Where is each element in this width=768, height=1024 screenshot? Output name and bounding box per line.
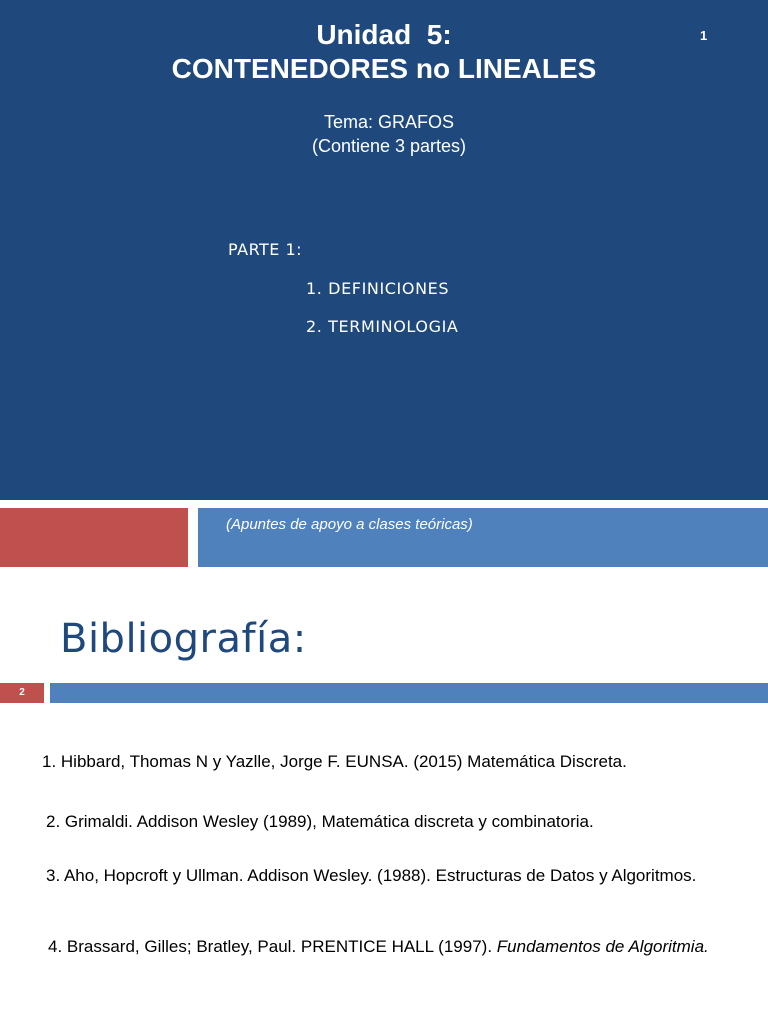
topic-block [0, 110, 768, 158]
title-line-2: CONTENEDORES no LINEALES [171, 53, 597, 84]
topic-line-1: Tema: GRAFOS [323, 112, 455, 132]
part-item-definiciones: 1. DEFINICIONES [306, 279, 450, 298]
slide-page-number: 1 [700, 28, 708, 43]
bibliography-heading: Bibliografía: [60, 616, 307, 662]
title-line-1: Unidad 5: [316, 19, 452, 50]
slide-page-number-badge: 2 [0, 683, 44, 703]
slide-2 [0, 576, 768, 1024]
slide-title [0, 18, 768, 86]
reference-text: 4. Brassard, Gilles; Bratley, Paul. PRENTICE HALL (1997). [48, 937, 497, 956]
reference-title-italic: Fundamentos de Algoritmia. [496, 937, 709, 956]
accent-red-block [0, 508, 188, 567]
reference-item: 1. Hibbard, Thomas N y Yazlle, Jorge F. EUNSA. (2015) Matemática Discreta. [42, 752, 627, 771]
topic-line-2: (Contiene 3 partes) [311, 136, 467, 156]
reference-item [48, 936, 748, 958]
footer-note: (Apuntes de apoyo a clases teóricas) [226, 516, 473, 533]
title-panel [0, 0, 768, 500]
part-label: PARTE 1: [228, 240, 303, 259]
reference-item: 3. Aho, Hopcroft y Ullman. Addison Wesley. (1988). Estructuras de Datos y Algoritmos. [46, 866, 697, 885]
accent-blue-bar [50, 683, 768, 703]
reference-item: 2. Grimaldi. Addison Wesley (1989), Matemática discreta y combinatoria. [46, 812, 594, 831]
part-item-terminologia: 2. TERMINOLOGIA [306, 317, 459, 336]
